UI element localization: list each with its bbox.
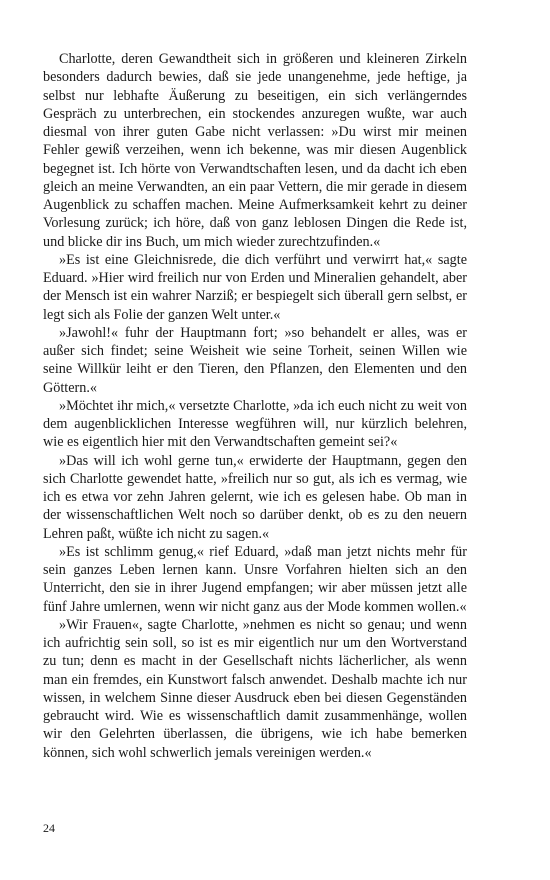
paragraph: »Es ist schlimm genug,« rief Eduard, »daß man jetzt nichts mehr für sein ganzes Leben lernen kann. Unsre Vorfahren hielten sich an den Unterricht, den sie in ihrer Jugend empfangen; wir aber müssen jetzt alle fünf Jahre umlernen, wenn wir nicht ganz aus der Mode kommen wollen.« [43, 543, 467, 615]
paragraph: »Wir Frauen«, sagte Charlotte, »nehmen es nicht so genau; und wenn ich aufrichtig sein soll, so ist es mir eigentlich nur um den Wortverstand zu tun; denn es macht in der Gesellschaft nichts lächerlicher, als wenn man ein fremdes, ein Kunstwort falsch anwendet. Deshalb machte ich nur wissen, in welchem Sinne dieser Ausdruck eben bei diesen Gegenständen gebraucht wird. Wie es wissenschaftlich damit zusammenhänge, wollen wir den Gelehrten überlassen, die übrigens, wie ich habe bemerken können, sich wohl schwerlich jemals vereinigen werden.« [43, 616, 467, 761]
paragraph: »Das will ich wohl gerne tun,« erwiderte der Hauptmann, gegen den sich Charlotte gewendet hatte, »freilich nur so gut, als ich es vermag, wie ich es etwa vor zehn Jahren gelernt, wie ich es gelesen habe. Ob man in der wissenschaftlichen Welt noch so darüber denkt, ob es zu den neuern Lehren paßt, wüßte ich nicht zu sagen.« [43, 452, 467, 542]
paragraph: »Jawohl!« fuhr der Hauptmann fort; »so behandelt er alles, was er außer sich findet; seine Weisheit wie seine Torheit, seinen Willen wie seine Willkür leiht er den Tieren, den Pflanzen, den Elementen und den Göttern.« [43, 324, 467, 396]
page-number: 24 [43, 821, 55, 835]
paragraph: Charlotte, deren Gewandtheit sich in größeren und kleineren Zirkeln besonders dadurch bewies, daß sie jede unangenehme, jede heftige, ja selbst nur lebhafte Äußerung zu beseitigen, ein sich verlängerndes Gespräch zu unterbrechen, ein stockendes anzuregen wußte, war auch diesmal von ihrer guten Gabe nicht verlassen: »Du wirst mir meinen Fehler gewiß verzeihen, wenn ich bekenne, was mir diesen Augenblick begegnet ist. Ich hörte von Verwandtschaften lesen, und da dacht ich eben gleich an meine Verwandten, an ein paar Vettern, die mir gerade in diesem Augenblick zu schaffen machen. Meine Aufmerksamkeit kehrt zu deiner Vorlesung zurück; ich höre, daß von ganz leblosen Dingen die Rede ist, und blicke dir ins Buch, um mich wieder zurechtzufinden.« [43, 51, 467, 250]
paragraph: »Es ist eine Gleichnisrede, die dich verführt und verwirrt hat,« sagte Eduard. »Hier wird freilich nur von Erden und Mineralien gehandelt, aber der Mensch ist ein wahrer Narziß; er bespiegelt sich überall gern selbst, er legt sich als Folie der ganzen Welt unter.« [43, 251, 467, 323]
paragraph: »Möchtet ihr mich,« versetzte Charlotte, »da ich euch nicht zu weit von dem augenblicklichen Interesse wegführen will, nur kürzlich belehren, wie es eigentlich hier mit den Verwandtschaften gemeint sei?« [43, 397, 467, 451]
body-text [43, 50, 467, 762]
